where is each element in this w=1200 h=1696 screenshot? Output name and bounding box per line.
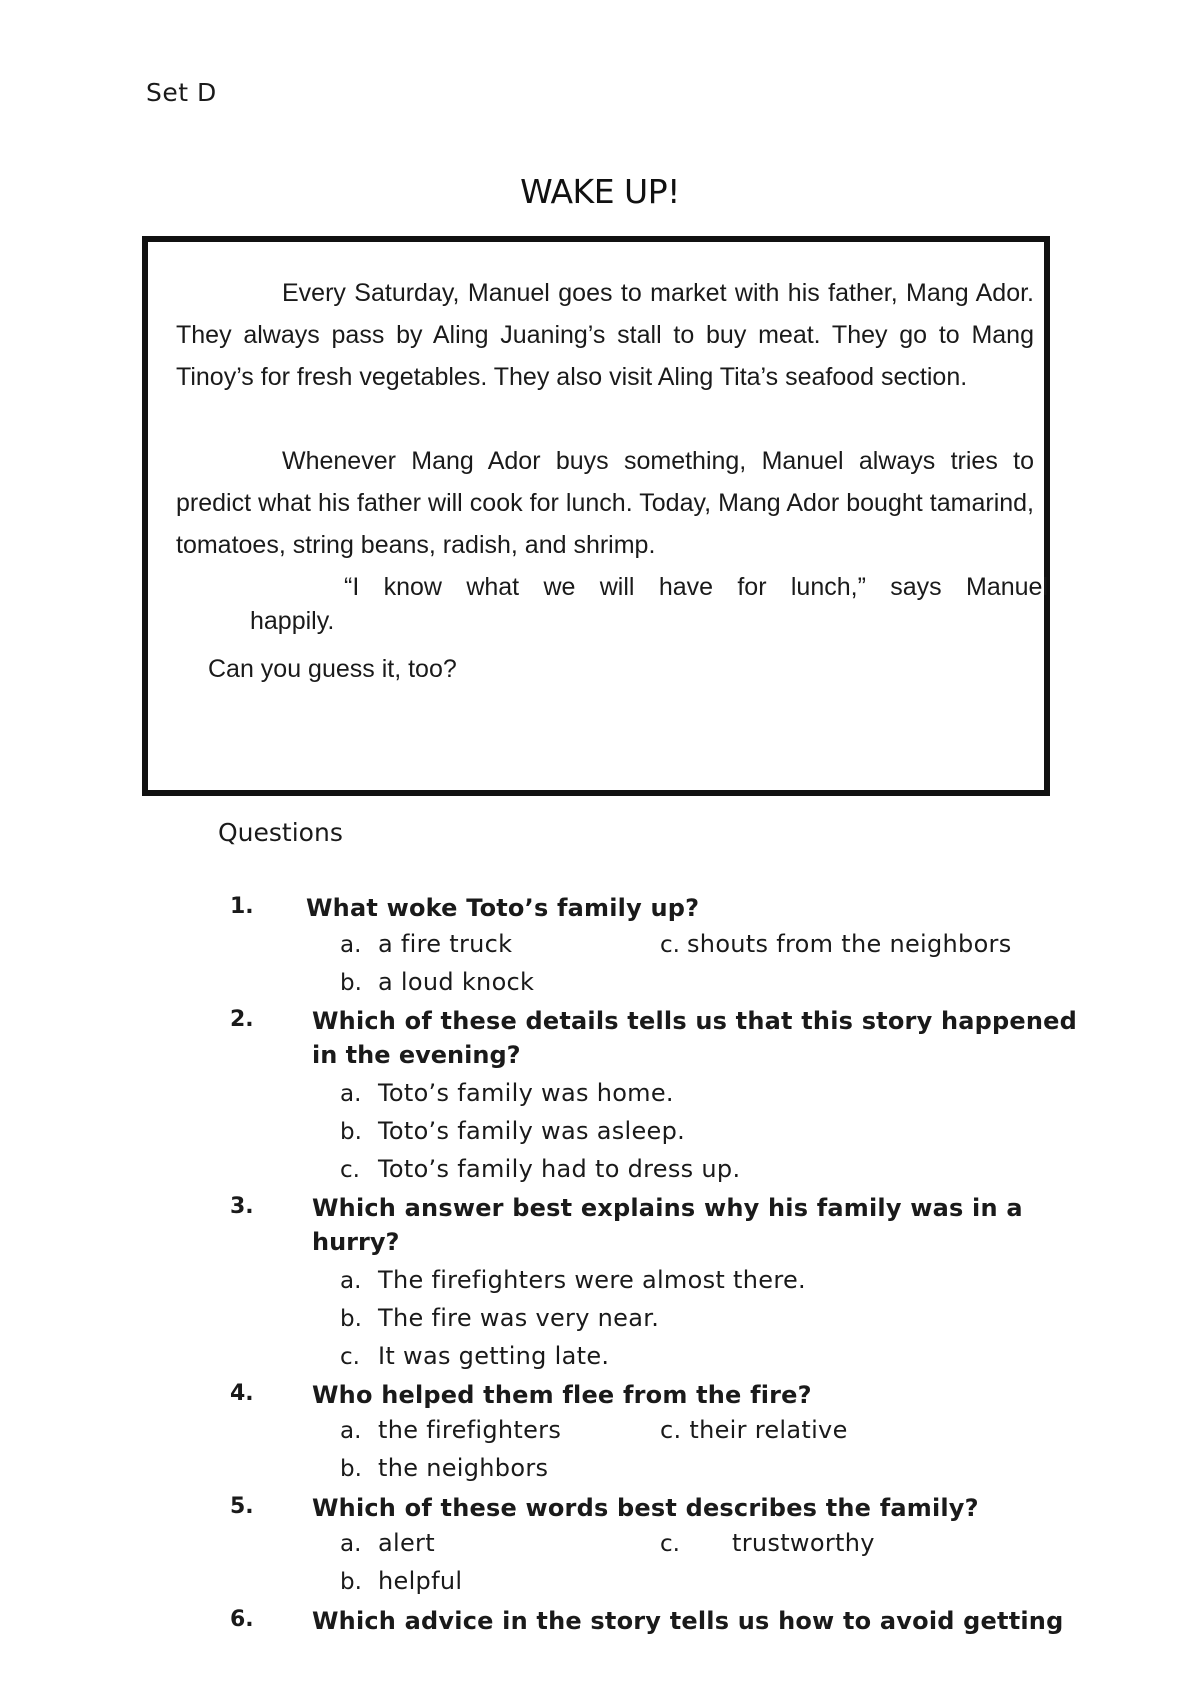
story-paragraph-2: Whenever Mang Ador buys something, Manuel always tries to predict what his father will cook for lunch. Today, Mang Ador bought tamarind, tomatoes, string beans, radish, and shrimp. <box>176 447 1034 559</box>
option-text: Toto’s family was asleep. <box>378 1117 686 1145</box>
story-quote-line-2: happily. <box>250 607 335 635</box>
question-text-continued: in the evening? <box>312 1041 521 1069</box>
option-text: The firefighters were almost there. <box>378 1266 806 1294</box>
question-text: Which of these words best describes the family? <box>312 1494 979 1522</box>
option-text: a loud knock <box>378 968 535 996</box>
option-text: It was getting late. <box>378 1342 610 1370</box>
story-box <box>142 236 1050 796</box>
option-letter: a. <box>340 1418 362 1444</box>
question-number: 4. <box>230 1381 254 1406</box>
option-letter: b. <box>340 1119 362 1145</box>
option-text: shouts from the neighbors <box>687 930 1012 958</box>
question-text: Which advice in the story tells us how to avoid getting <box>312 1607 1064 1635</box>
option-text: Toto’s family had to dress up. <box>378 1155 741 1183</box>
option-text: a fire truck <box>378 930 513 958</box>
option-text: Toto’s family was home. <box>378 1079 674 1107</box>
option-letter: c. <box>340 1344 360 1370</box>
question-text: Which answer best explains why his family was in a <box>312 1194 1023 1222</box>
option-text: alert <box>378 1529 435 1557</box>
question-number: 5. <box>230 1494 254 1519</box>
question-text: What woke Toto’s family up? <box>306 894 700 922</box>
set-label: Set D <box>146 78 217 107</box>
option-text: the neighbors <box>378 1454 549 1482</box>
story-title: WAKE UP! <box>520 172 680 211</box>
option-letter: a. <box>340 932 362 958</box>
option-letter: b. <box>340 1569 362 1595</box>
option-text: trustworthy <box>732 1529 875 1557</box>
option-letter: b. <box>340 1456 362 1482</box>
question-number: 1. <box>230 894 254 919</box>
option-text: the firefighters <box>378 1416 562 1444</box>
story-quote-line-1: “I know what we will have for lunch,” says Manuel <box>344 573 1048 601</box>
option-text: helpful <box>378 1567 463 1595</box>
story-paragraph-1: Every Saturday, Manuel goes to market with his father, Mang Ador. They always pass by Aling Juaning’s stall to buy meat. They go to Mang Tinoy’s for fresh vegetables. They also visit Aling Tita’s seafood section. <box>176 279 1034 391</box>
question-text: Which of these details tells us that this story happened <box>312 1007 1078 1035</box>
questions-heading: Questions <box>218 818 343 847</box>
option-text: c. their relative <box>660 1416 848 1444</box>
question-text: Who helped them flee from the fire? <box>312 1381 812 1409</box>
option-letter: c. <box>340 1157 360 1183</box>
option-letter: a. <box>340 1268 362 1294</box>
option-letter: c. <box>660 932 680 958</box>
story-closing: Can you guess it, too? <box>208 655 457 683</box>
option-letter: b. <box>340 1306 362 1332</box>
option-letter: b. <box>340 970 362 996</box>
question-text-continued: hurry? <box>312 1228 400 1256</box>
option-letter: c. <box>660 1531 680 1557</box>
question-number: 6. <box>230 1607 254 1632</box>
option-letter: a. <box>340 1081 362 1107</box>
option-text: The fire was very near. <box>378 1304 660 1332</box>
question-number: 2. <box>230 1007 254 1032</box>
option-letter: a. <box>340 1531 362 1557</box>
question-number: 3. <box>230 1194 254 1219</box>
